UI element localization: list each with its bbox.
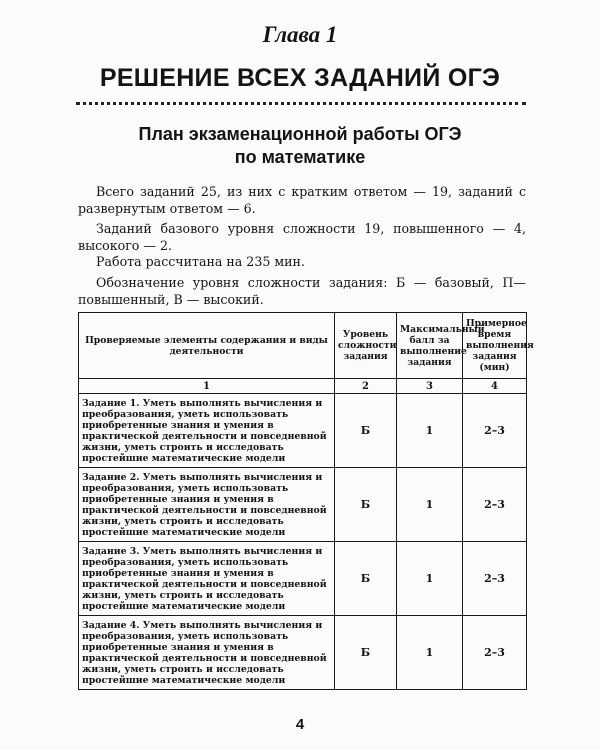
dotted-divider <box>76 102 526 105</box>
task-score: 1 <box>397 542 463 616</box>
section-title <box>0 123 600 169</box>
chapter-heading: Глава 1 <box>262 22 338 47</box>
paragraph-legend: Обозначение уровня сложности задания: Б — базовый, П— повышенный, В — высокий. <box>78 275 526 307</box>
header-level: Уровень сложности задания <box>335 313 397 379</box>
task-text: Уметь выполнять вычисления и преобразования, уметь использовать приобретенные знания и умения в практической деятельности и повседневной жизни, уметь строить и исследовать простейшие математические модели <box>82 397 327 464</box>
table-header-row <box>79 313 527 379</box>
column-number: 1 <box>79 379 335 394</box>
exam-plan-table <box>78 312 534 690</box>
task-description <box>79 468 335 542</box>
paragraph-total-tasks: Всего заданий 25, из них с кратким ответом — 19, заданий с развернутым ответом — 6. <box>78 184 526 216</box>
column-number: 4 <box>463 379 527 394</box>
task-time: 2–3 <box>463 616 527 690</box>
task-time: 2–3 <box>463 394 527 468</box>
page-number: 4 <box>295 716 305 733</box>
paragraph-duration: Работа рассчитана на 235 мин. <box>96 254 305 269</box>
task-time: 2–3 <box>463 542 527 616</box>
task-description <box>79 542 335 616</box>
task-level: Б <box>335 542 397 616</box>
column-number: 3 <box>397 379 463 394</box>
paragraph-difficulty: Заданий базового уровня сложности 19, повышенного — 4, высокого — 2. <box>78 221 526 253</box>
page-title: РЕШЕНИЕ ВСЕХ ЗАДАНИЙ ОГЭ <box>99 64 501 92</box>
header-content: Проверяемые элементы содержания и виды деятельности <box>79 313 335 379</box>
task-level: Б <box>335 468 397 542</box>
table-row <box>79 394 527 468</box>
task-text: Уметь выполнять вычисления и преобразования, уметь использовать приобретенные знания и умения в практической деятельности и повседневной жизни, уметь строить и исследовать простейшие математические модели <box>82 471 327 538</box>
section-title-line-1: План экзаменационной работы ОГЭ <box>138 124 462 144</box>
task-label: Задание 4. <box>82 619 140 631</box>
column-number: 2 <box>335 379 397 394</box>
table-row <box>79 616 527 690</box>
task-label: Задание 2. <box>82 471 140 483</box>
task-level: Б <box>335 616 397 690</box>
task-score: 1 <box>397 616 463 690</box>
header-time: Примерное время выполнения задания (мин) <box>463 313 527 379</box>
table-row <box>79 542 527 616</box>
section-title-line-2: по математике <box>234 147 366 167</box>
task-label: Задание 1. <box>82 397 140 409</box>
task-level: Б <box>335 394 397 468</box>
table-row <box>79 468 527 542</box>
task-description <box>79 616 335 690</box>
table-column-numbers <box>79 379 527 394</box>
task-text: Уметь выполнять вычисления и преобразования, уметь использовать приобретенные знания и умения в практической деятельности и повседневной жизни, уметь строить и исследовать простейшие математические модели <box>82 619 327 686</box>
task-description <box>79 394 335 468</box>
task-score: 1 <box>397 394 463 468</box>
task-label: Задание 3. <box>82 545 140 557</box>
header-score: Максимальный балл за выполнение задания <box>397 313 463 379</box>
task-time: 2–3 <box>463 468 527 542</box>
task-score: 1 <box>397 468 463 542</box>
task-text: Уметь выполнять вычисления и преобразования, уметь использовать приобретенные знания и умения в практической деятельности и повседневной жизни, уметь строить и исследовать простейшие математические модели <box>82 545 327 612</box>
